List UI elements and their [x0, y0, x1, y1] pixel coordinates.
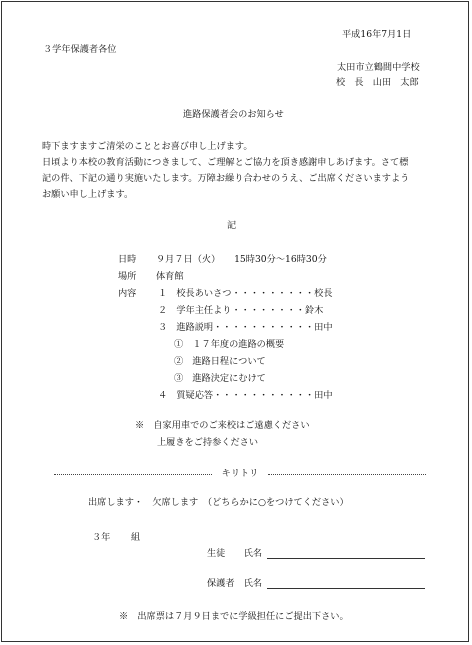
date-value: ９月７日（火） 15時30分〜16時30分 — [156, 254, 327, 265]
guardian-name-line — [267, 588, 425, 589]
ki-heading: 記 — [227, 220, 237, 231]
body-line-4: お願い申し上げます。 — [42, 189, 134, 200]
place-label: 場所 — [118, 271, 137, 282]
place-value: 体育館 — [156, 271, 184, 282]
agenda-item-4: ４ 質疑応答・・・・・・・・・・・田中 — [158, 390, 333, 401]
agenda-item-1: １ 校長あいさつ・・・・・・・・・校長 — [158, 288, 333, 299]
body-line-3: 記の件、下記の通り実施いたします。万障お繰り合わせのうえ、ご出席くださいますよう — [42, 173, 410, 184]
cut-label: キリトリ — [221, 468, 259, 479]
attendance-choice: 出席します・ 欠席します （どちらかに○をつけてください） — [88, 497, 349, 508]
body-line-1: 時下ますますご清栄のこととお喜び申し上げます。 — [42, 141, 253, 152]
body-line-2: 日頃より本校の教育活動につきまして、ご理解とご協力を頂き感謝申しあげます。さて標 — [42, 157, 409, 168]
agenda-subitem-3: ③ 進路決定にむけて — [174, 373, 266, 384]
student-name-line — [267, 558, 425, 559]
agenda-item-2: ２ 学年主任より・・・・・・・・鈴木 — [158, 305, 324, 316]
notice-page — [1, 1, 469, 642]
date-label: 日時 — [118, 254, 137, 265]
cut-line — [54, 468, 426, 480]
submission-deadline: ※ 出席票は７月９日までに学級担任にご提出下さい。 — [119, 611, 349, 622]
school-name: 太田市立鶴間中学校 — [337, 62, 420, 73]
issue-date: 平成16年7月1日 — [342, 29, 412, 40]
guardian-name-label: 保護者 氏名 — [207, 578, 263, 589]
recipient: ３学年保護者各位 — [43, 44, 117, 55]
class-label: 組 — [131, 532, 141, 543]
agenda-item-3: ３ 進路説明・・・・・・・・・・・田中 — [158, 322, 333, 333]
student-name-label: 生徒 氏名 — [207, 548, 263, 559]
remark-parking: ※ 自家用車でのご来校はご遠慮ください — [135, 420, 310, 431]
grade-label: ３年 — [92, 532, 111, 543]
principal-name: 校 長 山田 太郎 — [336, 77, 419, 88]
agenda-subitem-1: ① １７年度の進路の概要 — [174, 339, 285, 350]
remark-shoes: 上履きをご持参ください — [157, 437, 259, 448]
content-label: 内容 — [118, 288, 137, 299]
agenda-subitem-2: ② 進路日程について — [174, 356, 266, 367]
notice-title: 進路保護者会のお知らせ — [183, 109, 284, 120]
